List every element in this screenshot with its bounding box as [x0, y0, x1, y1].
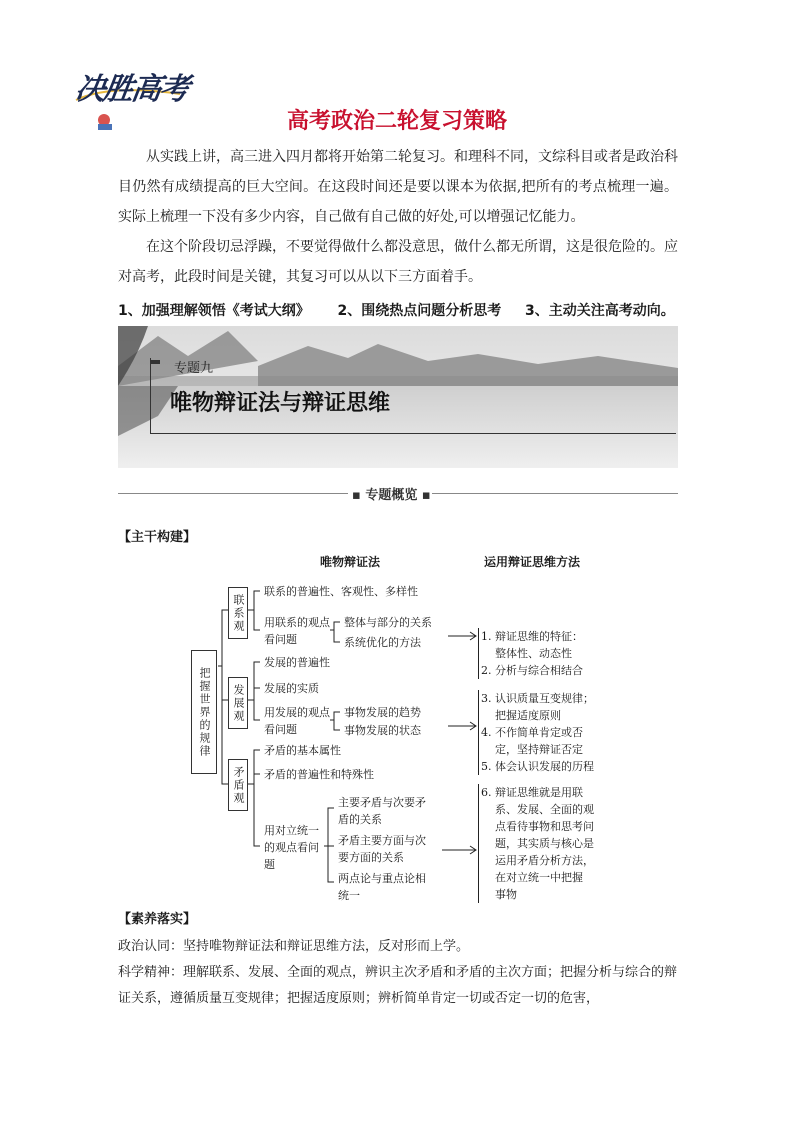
key-point-1: 1、加强理解领悟《考试大纲》 — [118, 303, 310, 319]
map-item: 用发展的观点看问题 — [264, 706, 330, 736]
key-point-3: 3、主动关注高考动向。 — [525, 303, 675, 319]
banner-title: 唯物辩证法与辩证思维 — [170, 391, 391, 416]
map-subitem: 矛盾主要方面与次要方面的关系 — [338, 834, 426, 864]
section-trunk: 【主干构建】 — [118, 530, 197, 545]
group-connection: 联系观 — [228, 587, 248, 639]
literacy-line-1: 政治认同：坚持唯物辩证法和辩证思维方法，反对形而上学。 — [118, 939, 470, 954]
divider-right — [432, 493, 678, 494]
banner-marker — [150, 360, 160, 364]
map-root: 把握世界的规律 — [191, 650, 217, 774]
map-subitem: 系统优化的方法 — [344, 636, 421, 649]
map-item: 发展的实质 — [264, 682, 319, 695]
banner-label: 专题九 — [174, 361, 214, 376]
map-item: 矛盾的普遍性和特殊性 — [264, 768, 374, 781]
banner-frame-bottom — [150, 433, 676, 434]
map-subitem: 事物发展的趋势 — [344, 706, 421, 719]
methods-block-c: 6. 辩证思维就是用联 系、发展、全面的观 点看待事物和思考问 题，其实质与核心是 运用矛盾分析方法， 在对立统一中把握 事物 — [478, 784, 594, 903]
group-contradiction: 矛盾观 — [228, 759, 248, 811]
map-item: 用对立统一的观点看问题 — [264, 824, 319, 871]
group-development: 发展观 — [228, 677, 248, 729]
map-item: 联系的普遍性、客观性、多样性 — [264, 585, 418, 598]
overview-title: ▪ 专题概览 ▪ — [352, 488, 431, 503]
map-item: 矛盾的基本属性 — [264, 744, 341, 757]
methods-block-b: 3. 认识质量互变规律； 把握适度原则 4. 不作简单肯定或否 定，坚持辩证否定 5. 体会认识发展的历程 — [478, 690, 594, 775]
intro-paragraph-2: 在这个阶段切忌浮躁，不要觉得做什么都没意思，做什么都无所谓，这是很危险的。应对高考，此段时间是关键，其复习可以从以下三方面着手。 — [118, 239, 678, 285]
map-subitem: 事物发展的状态 — [344, 724, 421, 737]
map-subitem: 整体与部分的关系 — [344, 616, 432, 629]
key-point-2: 2、围绕热点问题分析思考 — [337, 303, 502, 319]
banner-frame-left — [150, 358, 151, 434]
map-subitem: 两点论与重点论相统一 — [338, 872, 426, 902]
map-subitem: 主要矛盾与次要矛盾的关系 — [338, 796, 426, 826]
map-item: 用联系的观点看问题 — [264, 616, 330, 646]
column-head-left: 唯物辩证法 — [320, 555, 381, 569]
methods-block-a: 1. 辩证思维的特征： 整体性、动态性 2. 分析与综合相结合 — [478, 628, 583, 679]
logo-text: 决胜高考 — [73, 72, 190, 107]
column-head-right: 运用辩证思维方法 — [484, 555, 581, 569]
divider-left — [118, 493, 348, 494]
page-title: 高考政治二轮复习策略 — [286, 109, 507, 134]
literacy-line-2: 科学精神：理解联系、发展、全面的观点，辨识主次矛盾和矛盾的主次方面；把握分析与综合的辩证关系，遵循质量互变规律；把握适度原则；辨析简单肯定一切或否定一切的危害， — [118, 965, 678, 1006]
map-item: 发展的普遍性 — [264, 656, 330, 669]
section-literacy: 【素养落实】 — [118, 912, 197, 927]
intro-paragraph-1: 从实践上讲，高三进入四月都将开始第二轮复习。和理科不同，文综科目或者是政治科目仍然有成绩提高的巨大空间。在这段时间还是要以课本为依据,把所有的考点梳理一遍。实际上梳理一下没有多少内容，自己做有自己做的好处,可以增强记忆能力。 — [118, 149, 678, 225]
key-points — [118, 300, 675, 320]
